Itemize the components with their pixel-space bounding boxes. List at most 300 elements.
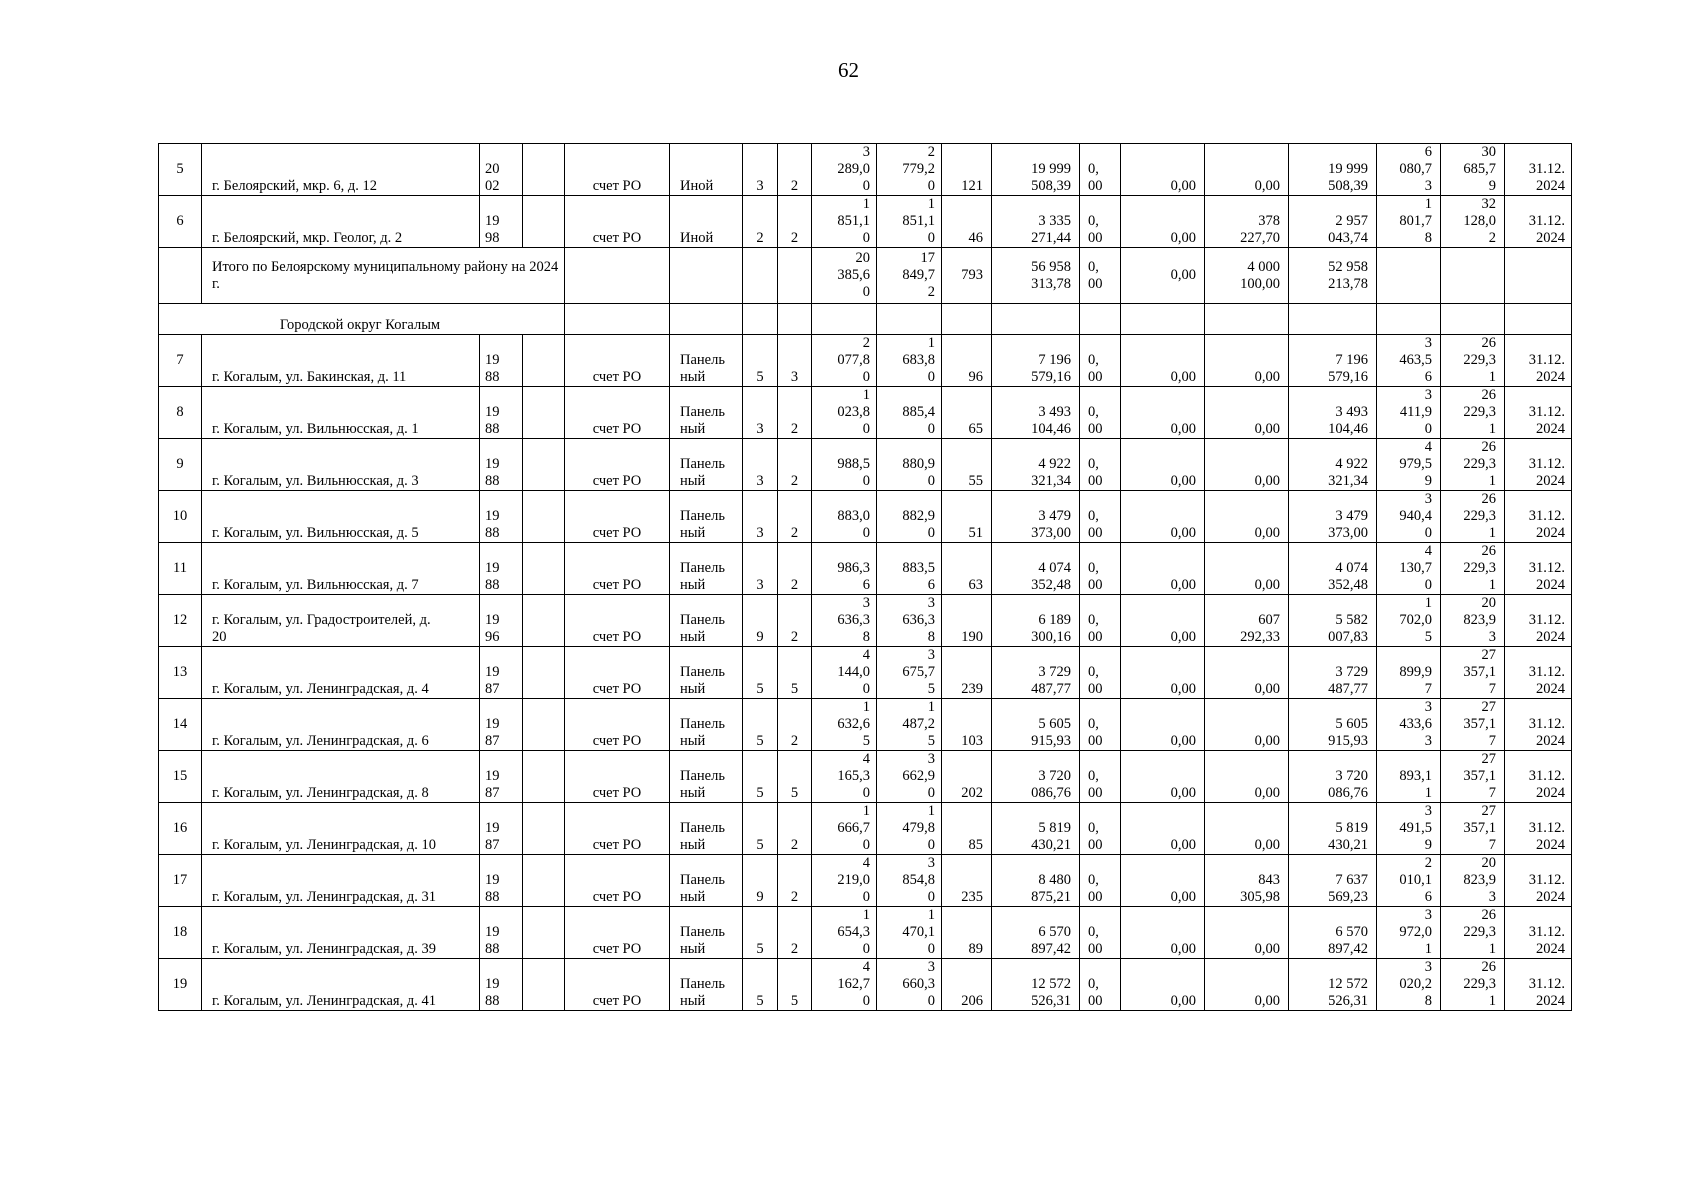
- wall-material: Панель ный: [670, 647, 743, 699]
- cell-empty: [1377, 248, 1441, 304]
- area-living: 1 851,1 0: [877, 196, 942, 248]
- unit-cost: 899,9 7: [1377, 647, 1441, 699]
- fund-regional: 0,00: [1121, 543, 1205, 595]
- fund-federal: 0, 00: [1080, 803, 1121, 855]
- area-total: 883,0 0: [812, 491, 877, 543]
- cell-empty: [812, 304, 877, 335]
- fund-type: счет РО: [565, 699, 670, 751]
- area-total: 1 851,1 0: [812, 196, 877, 248]
- row-number: 19: [159, 959, 202, 1011]
- unit-cost-limit: 27 357,1 7: [1441, 699, 1505, 751]
- floors-count: 5: [743, 907, 778, 959]
- fund-type: счет РО: [565, 335, 670, 387]
- unit-cost: 4 130,7 0: [1377, 543, 1441, 595]
- fund-owners: 19 999 508,39: [1289, 144, 1377, 196]
- address: г. Белоярский, мкр. 6, д. 12: [202, 144, 480, 196]
- address: г. Когалым, ул. Ленинградская, д. 41: [202, 959, 480, 1011]
- fund-local: 607 292,33: [1205, 595, 1289, 647]
- fund-local: 843 305,98: [1205, 855, 1289, 907]
- fund-owners: 3 493 104,46: [1289, 387, 1377, 439]
- fund-local: 0,00: [1205, 439, 1289, 491]
- cell-empty: [992, 304, 1080, 335]
- floors-count: 3: [743, 439, 778, 491]
- residents-count: 51: [942, 491, 992, 543]
- cell-empty: [565, 248, 670, 304]
- cell-empty: [778, 304, 812, 335]
- area-total: 4 165,3 0: [812, 751, 877, 803]
- cost-total: 3 720 086,76: [992, 751, 1080, 803]
- area-living: 885,4 0: [877, 387, 942, 439]
- fund-owners: 5 819 430,21: [1289, 803, 1377, 855]
- cell-empty: [1205, 304, 1289, 335]
- fund-local: 0,00: [1205, 144, 1289, 196]
- completion-date: 31.12. 2024: [1505, 387, 1572, 439]
- fund-local: 0,00: [1205, 491, 1289, 543]
- subtotal-row: [159, 248, 1572, 304]
- fund-regional: 0,00: [1121, 803, 1205, 855]
- cell-empty: [565, 304, 670, 335]
- area-total: 986,3 6: [812, 543, 877, 595]
- build-year: 20 02: [480, 144, 523, 196]
- unit-cost-limit: 26 229,3 1: [1441, 439, 1505, 491]
- completion-date: 31.12. 2024: [1505, 335, 1572, 387]
- cell-empty: [743, 304, 778, 335]
- residents-count: 89: [942, 907, 992, 959]
- completion-date: 31.12. 2024: [1505, 144, 1572, 196]
- area-living: 3 660,3 0: [877, 959, 942, 1011]
- unit-cost-limit: 26 229,3 1: [1441, 959, 1505, 1011]
- fund-owners: 5 605 915,93: [1289, 699, 1377, 751]
- build-year: 19 88: [480, 543, 523, 595]
- table-row: [159, 647, 1572, 699]
- cost-total: 12 572 526,31: [992, 959, 1080, 1011]
- table-row: [159, 595, 1572, 647]
- cell-empty: [523, 907, 565, 959]
- completion-date: 31.12. 2024: [1505, 907, 1572, 959]
- fund-type: счет РО: [565, 595, 670, 647]
- fund-regional: 0,00: [1121, 439, 1205, 491]
- residents-count: 235: [942, 855, 992, 907]
- residents-count: 85: [942, 803, 992, 855]
- cost-total: 6 570 897,42: [992, 907, 1080, 959]
- table-row: [159, 543, 1572, 595]
- cost-total: 6 189 300,16: [992, 595, 1080, 647]
- area-total: 1 666,7 0: [812, 803, 877, 855]
- fund-type: счет РО: [565, 751, 670, 803]
- table-row: [159, 959, 1572, 1011]
- entrances-count: 5: [778, 959, 812, 1011]
- fund-owners: 5 582 007,83: [1289, 595, 1377, 647]
- address: г. Когалым, ул. Вильнюсская, д. 5: [202, 491, 480, 543]
- area-living: 1 479,8 0: [877, 803, 942, 855]
- area-total: 1 023,8 0: [812, 387, 877, 439]
- subtotal-fund-3: 4 000 100,00: [1205, 248, 1289, 304]
- row-number: 5: [159, 144, 202, 196]
- row-number: 14: [159, 699, 202, 751]
- row-number: 8: [159, 387, 202, 439]
- area-total: 4 162,7 0: [812, 959, 877, 1011]
- cell-empty: [523, 751, 565, 803]
- unit-cost: 3 463,5 6: [1377, 335, 1441, 387]
- fund-type: счет РО: [565, 907, 670, 959]
- floors-count: 5: [743, 751, 778, 803]
- cost-total: 3 479 373,00: [992, 491, 1080, 543]
- completion-date: 31.12. 2024: [1505, 439, 1572, 491]
- area-total: 1 632,6 5: [812, 699, 877, 751]
- address: г. Когалым, ул. Вильнюсская, д. 7: [202, 543, 480, 595]
- build-year: 19 88: [480, 335, 523, 387]
- cell-empty: [877, 304, 942, 335]
- cell-empty: [159, 248, 202, 304]
- floors-count: 9: [743, 855, 778, 907]
- unit-cost: 3 940,4 0: [1377, 491, 1441, 543]
- address: г. Когалым, ул. Ленинградская, д. 10: [202, 803, 480, 855]
- wall-material: Иной: [670, 196, 743, 248]
- build-year: 19 88: [480, 439, 523, 491]
- fund-owners: 7 637 569,23: [1289, 855, 1377, 907]
- page-number: 62: [838, 58, 859, 82]
- cost-total: 4 922 321,34: [992, 439, 1080, 491]
- cost-total: 4 074 352,48: [992, 543, 1080, 595]
- wall-material: Панель ный: [670, 855, 743, 907]
- cell-empty: [523, 196, 565, 248]
- fund-federal: 0, 00: [1080, 959, 1121, 1011]
- capital-repair-table: [158, 143, 1572, 1011]
- area-living: 880,9 0: [877, 439, 942, 491]
- table-row: [159, 699, 1572, 751]
- cell-empty: [523, 855, 565, 907]
- fund-federal: 0, 00: [1080, 699, 1121, 751]
- fund-local: 0,00: [1205, 803, 1289, 855]
- entrances-count: 2: [778, 387, 812, 439]
- floors-count: 2: [743, 196, 778, 248]
- floors-count: 9: [743, 595, 778, 647]
- wall-material: Панель ный: [670, 491, 743, 543]
- residents-count: 96: [942, 335, 992, 387]
- row-number: 6: [159, 196, 202, 248]
- area-living: 3 662,9 0: [877, 751, 942, 803]
- area-total: 2 077,8 0: [812, 335, 877, 387]
- address: г. Когалым, ул. Вильнюсская, д. 1: [202, 387, 480, 439]
- entrances-count: 3: [778, 335, 812, 387]
- completion-date: 31.12. 2024: [1505, 699, 1572, 751]
- fund-federal: 0, 00: [1080, 335, 1121, 387]
- cell-empty: [523, 335, 565, 387]
- fund-type: счет РО: [565, 647, 670, 699]
- fund-local: 0,00: [1205, 543, 1289, 595]
- fund-regional: 0,00: [1121, 335, 1205, 387]
- row-number: 13: [159, 647, 202, 699]
- table-row: [159, 196, 1572, 248]
- fund-owners: 3 729 487,77: [1289, 647, 1377, 699]
- subtotal-fund-2: 0,00: [1121, 248, 1205, 304]
- residents-count: 202: [942, 751, 992, 803]
- table-row: [159, 803, 1572, 855]
- fund-federal: 0, 00: [1080, 439, 1121, 491]
- cell-empty: [523, 647, 565, 699]
- build-year: 19 87: [480, 751, 523, 803]
- completion-date: 31.12. 2024: [1505, 543, 1572, 595]
- fund-federal: 0, 00: [1080, 144, 1121, 196]
- subtotal-cost-total: 56 958 313,78: [992, 248, 1080, 304]
- cell-empty: [1441, 248, 1505, 304]
- fund-type: счет РО: [565, 855, 670, 907]
- residents-count: 46: [942, 196, 992, 248]
- cell-empty: [523, 699, 565, 751]
- fund-type: счет РО: [565, 959, 670, 1011]
- address: г. Когалым, ул. Ленинградская, д. 6: [202, 699, 480, 751]
- build-year: 19 88: [480, 387, 523, 439]
- area-living: 3 636,3 8: [877, 595, 942, 647]
- unit-cost-limit: 26 229,3 1: [1441, 491, 1505, 543]
- build-year: 19 87: [480, 647, 523, 699]
- subtotal-area-living: 17 849,7 2: [877, 248, 942, 304]
- fund-local: 0,00: [1205, 751, 1289, 803]
- cost-total: 3 335 271,44: [992, 196, 1080, 248]
- table-row: [159, 751, 1572, 803]
- build-year: 19 88: [480, 855, 523, 907]
- cell-empty: [1505, 304, 1572, 335]
- completion-date: 31.12. 2024: [1505, 196, 1572, 248]
- area-living: 1 683,8 0: [877, 335, 942, 387]
- completion-date: 31.12. 2024: [1505, 751, 1572, 803]
- entrances-count: 5: [778, 647, 812, 699]
- fund-federal: 0, 00: [1080, 543, 1121, 595]
- area-total: 988,5 0: [812, 439, 877, 491]
- fund-regional: 0,00: [1121, 491, 1205, 543]
- unit-cost: 3 411,9 0: [1377, 387, 1441, 439]
- table-row: [159, 387, 1572, 439]
- fund-regional: 0,00: [1121, 144, 1205, 196]
- fund-owners: 2 957 043,74: [1289, 196, 1377, 248]
- fund-owners: 7 196 579,16: [1289, 335, 1377, 387]
- unit-cost-limit: 20 823,9 3: [1441, 595, 1505, 647]
- fund-owners: 3 479 373,00: [1289, 491, 1377, 543]
- fund-type: счет РО: [565, 803, 670, 855]
- fund-owners: 4 922 321,34: [1289, 439, 1377, 491]
- cell-empty: [1377, 304, 1441, 335]
- wall-material: Панель ный: [670, 543, 743, 595]
- entrances-count: 5: [778, 751, 812, 803]
- area-total: 4 219,0 0: [812, 855, 877, 907]
- area-living: 2 779,2 0: [877, 144, 942, 196]
- completion-date: 31.12. 2024: [1505, 491, 1572, 543]
- address: г. Когалым, ул. Ленинградская, д. 4: [202, 647, 480, 699]
- unit-cost-limit: 32 128,0 2: [1441, 196, 1505, 248]
- unit-cost-limit: 27 357,1 7: [1441, 647, 1505, 699]
- area-total: 3 289,0 0: [812, 144, 877, 196]
- fund-federal: 0, 00: [1080, 491, 1121, 543]
- address: г. Когалым, ул. Ленинградская, д. 8: [202, 751, 480, 803]
- entrances-count: 2: [778, 803, 812, 855]
- wall-material: Панель ный: [670, 387, 743, 439]
- fund-federal: 0, 00: [1080, 387, 1121, 439]
- residents-count: 121: [942, 144, 992, 196]
- section-title: Городской округ Когалым: [159, 304, 565, 335]
- address: г. Когалым, ул. Ленинградская, д. 31: [202, 855, 480, 907]
- fund-type: счет РО: [565, 196, 670, 248]
- floors-count: 5: [743, 647, 778, 699]
- table-row: [159, 144, 1572, 196]
- unit-cost: 2 010,1 6: [1377, 855, 1441, 907]
- fund-type: счет РО: [565, 543, 670, 595]
- cell-empty: [778, 248, 812, 304]
- fund-federal: 0, 00: [1080, 855, 1121, 907]
- cost-total: 5 605 915,93: [992, 699, 1080, 751]
- unit-cost: 1 702,0 5: [1377, 595, 1441, 647]
- cost-total: 7 196 579,16: [992, 335, 1080, 387]
- fund-regional: 0,00: [1121, 387, 1205, 439]
- area-living: 3 854,8 0: [877, 855, 942, 907]
- section-row: [159, 304, 1572, 335]
- entrances-count: 2: [778, 491, 812, 543]
- cost-total: 8 480 875,21: [992, 855, 1080, 907]
- completion-date: 31.12. 2024: [1505, 855, 1572, 907]
- entrances-count: 2: [778, 543, 812, 595]
- table-row: [159, 335, 1572, 387]
- entrances-count: 2: [778, 907, 812, 959]
- entrances-count: 2: [778, 439, 812, 491]
- cell-empty: [523, 144, 565, 196]
- cost-total: 19 999 508,39: [992, 144, 1080, 196]
- fund-federal: 0, 00: [1080, 647, 1121, 699]
- entrances-count: 2: [778, 144, 812, 196]
- fund-owners: 3 720 086,76: [1289, 751, 1377, 803]
- cost-total: 3 729 487,77: [992, 647, 1080, 699]
- fund-regional: 0,00: [1121, 196, 1205, 248]
- residents-count: 103: [942, 699, 992, 751]
- build-year: 19 98: [480, 196, 523, 248]
- fund-regional: 0,00: [1121, 751, 1205, 803]
- area-living: 883,5 6: [877, 543, 942, 595]
- fund-local: 0,00: [1205, 907, 1289, 959]
- fund-type: счет РО: [565, 387, 670, 439]
- row-number: 15: [159, 751, 202, 803]
- unit-cost: 893,1 1: [1377, 751, 1441, 803]
- cell-empty: [670, 248, 743, 304]
- build-year: 19 88: [480, 907, 523, 959]
- row-number: 16: [159, 803, 202, 855]
- unit-cost: 3 491,5 9: [1377, 803, 1441, 855]
- address: г. Когалым, ул. Ленинградская, д. 39: [202, 907, 480, 959]
- cell-empty: [743, 248, 778, 304]
- unit-cost: 3 020,2 8: [1377, 959, 1441, 1011]
- wall-material: Панель ный: [670, 751, 743, 803]
- fund-regional: 0,00: [1121, 595, 1205, 647]
- build-year: 19 88: [480, 491, 523, 543]
- floors-count: 3: [743, 144, 778, 196]
- unit-cost: 6 080,7 3: [1377, 144, 1441, 196]
- area-total: 3 636,3 8: [812, 595, 877, 647]
- fund-local: 0,00: [1205, 647, 1289, 699]
- wall-material: Панель ный: [670, 699, 743, 751]
- completion-date: 31.12. 2024: [1505, 959, 1572, 1011]
- unit-cost-limit: 26 229,3 1: [1441, 387, 1505, 439]
- table-row: [159, 855, 1572, 907]
- fund-local: 0,00: [1205, 335, 1289, 387]
- build-year: 19 87: [480, 803, 523, 855]
- fund-local: 0,00: [1205, 387, 1289, 439]
- cell-empty: [1505, 248, 1572, 304]
- unit-cost: 3 972,0 1: [1377, 907, 1441, 959]
- cell-empty: [523, 439, 565, 491]
- area-living: 1 470,1 0: [877, 907, 942, 959]
- fund-owners: 6 570 897,42: [1289, 907, 1377, 959]
- unit-cost: 3 433,6 3: [1377, 699, 1441, 751]
- cell-empty: [523, 387, 565, 439]
- address: г. Когалым, ул. Вильнюсская, д. 3: [202, 439, 480, 491]
- address: г. Когалым, ул. Градостроителей, д. 20: [202, 595, 480, 647]
- unit-cost-limit: 27 357,1 7: [1441, 751, 1505, 803]
- floors-count: 5: [743, 335, 778, 387]
- completion-date: 31.12. 2024: [1505, 647, 1572, 699]
- cell-empty: [523, 959, 565, 1011]
- entrances-count: 2: [778, 699, 812, 751]
- fund-local: 0,00: [1205, 699, 1289, 751]
- floors-count: 3: [743, 387, 778, 439]
- subtotal-area-total: 20 385,6 0: [812, 248, 877, 304]
- floors-count: 5: [743, 699, 778, 751]
- unit-cost: 1 801,7 8: [1377, 196, 1441, 248]
- cell-empty: [1080, 304, 1121, 335]
- fund-type: счет РО: [565, 439, 670, 491]
- cost-total: 5 819 430,21: [992, 803, 1080, 855]
- fund-type: счет РО: [565, 491, 670, 543]
- unit-cost-limit: 27 357,1 7: [1441, 803, 1505, 855]
- cell-empty: [1441, 304, 1505, 335]
- unit-cost-limit: 26 229,3 1: [1441, 907, 1505, 959]
- wall-material: Панель ный: [670, 803, 743, 855]
- unit-cost: 4 979,5 9: [1377, 439, 1441, 491]
- wall-material: Панель ный: [670, 907, 743, 959]
- row-number: 10: [159, 491, 202, 543]
- subtotal-label: Итого по Белоярскому муниципальному району на 2024 г.: [202, 248, 565, 304]
- row-number: 17: [159, 855, 202, 907]
- row-number: 18: [159, 907, 202, 959]
- area-living: 882,9 0: [877, 491, 942, 543]
- fund-regional: 0,00: [1121, 907, 1205, 959]
- entrances-count: 2: [778, 196, 812, 248]
- fund-type: счет РО: [565, 144, 670, 196]
- entrances-count: 2: [778, 595, 812, 647]
- floors-count: 5: [743, 803, 778, 855]
- unit-cost-limit: 26 229,3 1: [1441, 543, 1505, 595]
- area-total: 1 654,3 0: [812, 907, 877, 959]
- residents-count: 65: [942, 387, 992, 439]
- area-total: 4 144,0 0: [812, 647, 877, 699]
- wall-material: Панель ный: [670, 439, 743, 491]
- fund-owners: 12 572 526,31: [1289, 959, 1377, 1011]
- cell-empty: [1289, 304, 1377, 335]
- table-row: [159, 439, 1572, 491]
- cell-empty: [523, 543, 565, 595]
- area-living: 3 675,7 5: [877, 647, 942, 699]
- residents-count: 63: [942, 543, 992, 595]
- completion-date: 31.12. 2024: [1505, 803, 1572, 855]
- cost-total: 3 493 104,46: [992, 387, 1080, 439]
- fund-federal: 0, 00: [1080, 595, 1121, 647]
- residents-count: 55: [942, 439, 992, 491]
- cell-empty: [670, 304, 743, 335]
- fund-federal: 0, 00: [1080, 751, 1121, 803]
- wall-material: Панель ный: [670, 595, 743, 647]
- wall-material: Панель ный: [670, 959, 743, 1011]
- cell-empty: [523, 491, 565, 543]
- subtotal-residents: 793: [942, 248, 992, 304]
- table-row: [159, 491, 1572, 543]
- wall-material: Иной: [670, 144, 743, 196]
- row-number: 11: [159, 543, 202, 595]
